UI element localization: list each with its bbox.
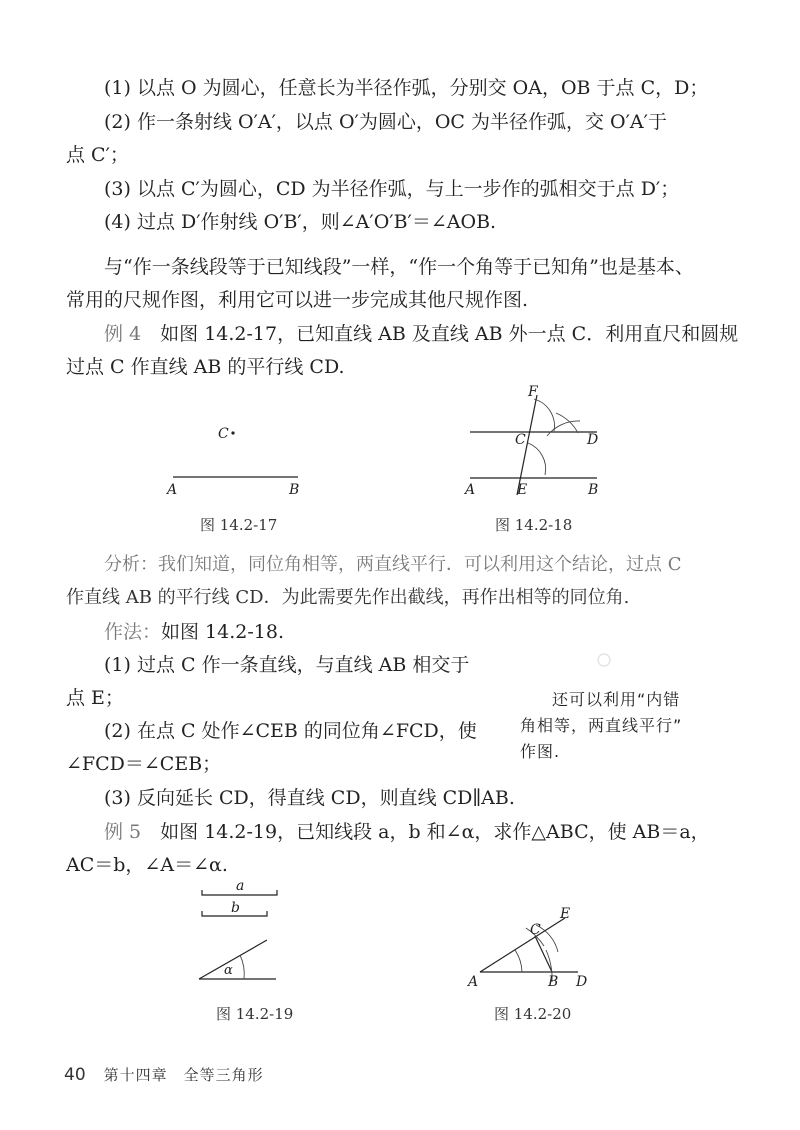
fig20-ray-ae xyxy=(480,918,565,972)
analysis-line-1 xyxy=(104,553,682,577)
fig20-label-a: A xyxy=(468,974,479,990)
fig20-caption: 图 14.2-20 xyxy=(494,1005,572,1023)
example4-line-2: 过点 C 作直线 AB 的平行线 CD. xyxy=(66,356,345,378)
step-m2-cont: ∠FCD＝∠CEB； xyxy=(66,753,222,775)
step-m2: (2) 在点 C 处作∠CEB 的同位角∠FCD，使 xyxy=(104,720,477,742)
step-3: (3) 以点 C′为圆心，CD 为半径作弧，与上一步作的弧相交于点 D′； xyxy=(104,178,680,200)
fig19-caption: 图 14.2-19 xyxy=(216,1005,294,1023)
analysis-line-2: 作直线 AB 的平行线 CD．为此需要先作出截线，再作出相等的同位角. xyxy=(66,587,630,608)
fig19-label-b: b xyxy=(231,900,240,916)
side-note-line-1: 还可以利用“内错 xyxy=(552,690,681,709)
step-m1-cont: 点 E； xyxy=(66,687,124,709)
figure-14-2-17 xyxy=(165,420,305,500)
fig20-label-c: C xyxy=(530,922,541,938)
step-4: (4) 过点 D′作射线 O′B′，则∠A′O′B′＝∠AOB. xyxy=(104,211,497,233)
fig19-angle-arc xyxy=(240,955,244,979)
chapter-title: 第十四章 全等三角形 xyxy=(103,1066,264,1084)
step-m3: (3) 反向延长 CD，得直线 CD，则直线 CD∥AB. xyxy=(104,787,515,809)
fig18-label-f: F xyxy=(528,384,538,400)
figure-14-2-20 xyxy=(466,904,591,989)
fig20-label-d: D xyxy=(576,974,588,990)
step-2: (2) 作一条射线 O′A′，以点 O′为圆心，OC 为半径作弧，交 O′A′于 xyxy=(104,111,667,133)
figure-14-2-19 xyxy=(196,878,286,988)
fig19-angle-ray-2 xyxy=(199,940,267,979)
fig17-point-c xyxy=(231,431,234,434)
step-1: (1) 以点 O 为圆心，任意长为半径作弧，分别交 OA，OB 于点 C，D； xyxy=(104,77,709,99)
fig18-label-a: A xyxy=(465,482,476,498)
method-label: 作法： xyxy=(104,621,162,643)
fig17-label-c: C xyxy=(218,426,229,442)
fig17-label-b: B xyxy=(289,482,300,498)
analysis-text-1: 我们知道，同位角相等，两直线平行．可以利用这个结论，过点 C xyxy=(158,554,682,575)
side-note-line-2: 角相等，两直线平行” xyxy=(520,716,683,735)
example4-label: 例 4 xyxy=(104,323,142,345)
fig18-label-c: C xyxy=(515,432,526,448)
page-number: 40 xyxy=(64,1065,86,1085)
example4-text-1: 如图 14.2-17，已知直线 AB 及直线 AB 外一点 C．利用直尺和圆规 xyxy=(160,323,739,345)
step-m1: (1) 过点 C 作一条直线，与直线 AB 相交于 xyxy=(104,654,470,676)
fig18-arc-c xyxy=(534,399,554,431)
example5-line-1 xyxy=(104,820,710,844)
fig20-arc-small xyxy=(515,950,522,972)
fig18-caption: 图 14.2-18 xyxy=(495,516,573,534)
example5-line-2: AC＝b，∠A＝∠α. xyxy=(66,854,228,876)
fig18-label-b: B xyxy=(588,482,599,498)
fig20-label-b: B xyxy=(548,974,559,990)
intro-line-2: 常用的尺规作图，利用它可以进一步完成其他尺规作图. xyxy=(66,289,529,311)
step-2-cont: 点 C′； xyxy=(66,144,129,166)
fig17-caption: 图 14.2-17 xyxy=(200,516,278,534)
intro-line-1: 与“作一条线段等于已知线段”一样，“作一个角等于已知角”也是基本、 xyxy=(104,256,694,278)
page-footer xyxy=(64,1064,264,1085)
fig18-arc-e xyxy=(528,443,546,475)
fig17-label-a: A xyxy=(167,482,178,498)
example4-line-1 xyxy=(104,322,738,346)
fig19-label-alpha: α xyxy=(224,963,233,978)
analysis-label: 分析： xyxy=(104,554,158,575)
fig18-label-d: D xyxy=(587,432,599,448)
side-note-line-3: 作图. xyxy=(520,742,561,761)
fig20-label-e: E xyxy=(560,906,571,922)
method-line xyxy=(104,620,284,644)
example5-label: 例 5 xyxy=(104,821,142,843)
side-note-marker xyxy=(594,650,614,670)
example5-text-1: 如图 14.2-19，已知线段 a，b 和∠α，求作△ABC，使 AB＝a， xyxy=(160,821,710,843)
fig19-label-a: a xyxy=(236,878,245,894)
method-text: 如图 14.2-18. xyxy=(161,621,284,643)
fig20-side-cb xyxy=(535,936,552,972)
figure-14-2-18 xyxy=(462,383,612,498)
fig18-label-e: E xyxy=(517,482,528,498)
